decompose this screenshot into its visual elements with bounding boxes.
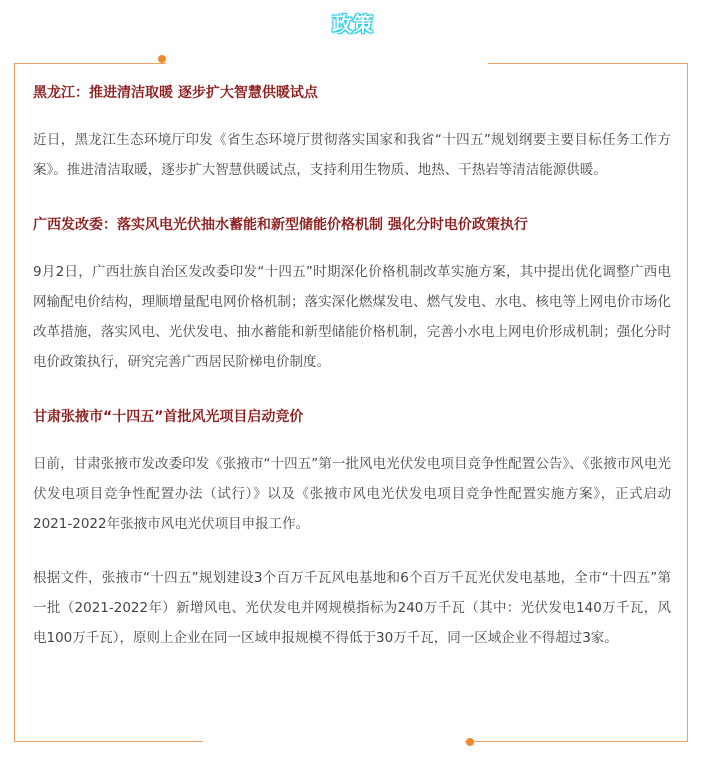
section-paragraph-heilongjiang: 近日，黑龙江生态环境厅印发《省生态环境厅贯彻落实国家和我省“十四五”规划纲要主要目标任务工作方案》。推进清洁取暖，逐步扩大智慧供暖试点，支持利用生物质、地热、干热岩等清洁能源供暖。	[33, 132, 671, 178]
section-paragraph-zhangye-1: 日前，甘肃张掖市发改委印发《张掖市“十四五”第一批风电光伏发电项目竞争性配置公告》、《张掖市风电光伏发电项目竞争性配置办法（试行）》以及《张掖市风电光伏发电项目竞争性配置实施方案》，正式启动2021-2022年张掖市风电光伏项目申报工作。	[33, 456, 671, 532]
section-paragraph-guangxi: 9月2日，广西壮族自治区发改委印发“十四五”时期深化价格机制改革实施方案，其中提出优化调整广西电网输配电价结构，理顺增量配电网价格机制；落实深化燃煤发电、燃气发电、水电、核电等上网电价市场化改革措施，落实风电、光伏发电、抽水蓄能和新型储能价格机制，完善小水电上网电价形成机制；强化分时电价政策执行，研究完善广西居民阶梯电价制度。	[33, 264, 671, 370]
decorative-dot-bottom	[466, 738, 474, 746]
section-heading-zhangye: 甘肃张掖市“十四五”首批风光项目启动竞价	[33, 409, 304, 425]
section-heading-guangxi: 广西发改委：落实风电光伏抽水蓄能和新型储能价格机制 强化分时电价政策执行	[33, 217, 528, 233]
page-title: 政策	[332, 12, 374, 36]
section-paragraph-zhangye-2: 根据文件，张掖市“十四五”规划建设3个百万千瓦风电基地和6个百万千瓦光伏发电基地，全市“十四五”第一批（2021-2022年）新增风电、光伏发电并网规模指标为240万千瓦（其中：光伏发电140万千瓦，风电100万千瓦），原则上企业在同一区域申报规模不得低于30万千瓦，同一区域企业不得超过3家。	[33, 570, 671, 646]
frame-top-gap	[166, 63, 488, 64]
section-heading-heilongjiang: 黑龙江：推进清洁取暖 逐步扩大智慧供暖试点	[33, 85, 318, 101]
article-body	[33, 72, 671, 653]
frame-bottom-gap	[203, 741, 465, 742]
decorative-dot-top	[158, 55, 166, 63]
